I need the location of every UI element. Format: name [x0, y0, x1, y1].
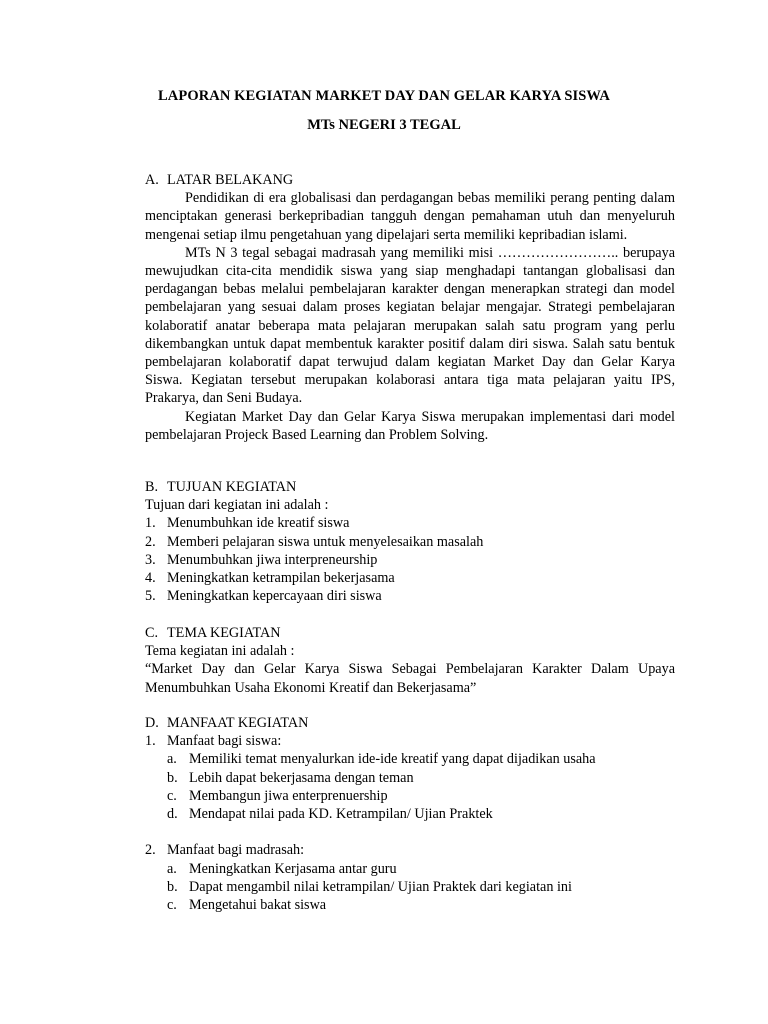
sub-list-letter: d. [167, 806, 178, 823]
sub-list-letter: c. [167, 787, 177, 804]
spacer [145, 823, 675, 841]
section-letter: A. [145, 172, 159, 188]
sub-list-item [145, 805, 675, 823]
sub-list-text: Mengetahui bakat siswa [189, 897, 327, 914]
list-text: Memberi pelajaran siswa untuk menyelesaikan masalah [167, 533, 484, 550]
list-item [145, 551, 675, 569]
section-heading [145, 478, 675, 496]
list-number: 2. [145, 533, 156, 550]
section-title: LATAR BELAKANG [167, 172, 294, 188]
section-manfaat-kegiatan [145, 714, 675, 914]
section-title: TEMA KEGIATAN [167, 625, 281, 641]
sub-list-item [145, 787, 675, 805]
sub-list-letter: c. [167, 897, 177, 914]
sub-list-item [145, 769, 675, 787]
sub-list-text: Dapat mengambil nilai ketrampilan/ Ujian Praktek dari kegiatan ini [189, 878, 572, 895]
section-letter: B. [145, 479, 159, 495]
list-text: Manfaat bagi siswa: [167, 733, 282, 750]
section-tujuan-kegiatan [145, 478, 675, 605]
sub-list-text: Memiliki temat menyalurkan ide-ide kreatif yang dapat dijadikan usaha [189, 751, 596, 768]
benefit-group-siswa [145, 732, 675, 750]
sub-list-text: Membangun jiwa enterprenuership [189, 787, 388, 804]
document-subtitle: MTs NEGERI 3 TEGAL [307, 117, 461, 133]
sub-list-letter: a. [167, 751, 177, 768]
list-number: 4. [145, 570, 156, 587]
list-number: 3. [145, 551, 156, 568]
sub-list-text: Lebih dapat bekerjasama dengan teman [189, 769, 414, 786]
section-tema-kegiatan [145, 624, 675, 697]
section-heading [145, 714, 675, 732]
sub-list-letter: b. [167, 878, 178, 895]
sub-list-text: Mendapat nilai pada KD. Ketrampilan/ Ujian Praktek [189, 806, 493, 823]
sub-list-letter: a. [167, 860, 177, 877]
sub-list-item [145, 750, 675, 768]
section-title: TUJUAN KEGIATAN [167, 479, 297, 495]
list-number: 1. [145, 515, 156, 532]
list-number: 1. [145, 733, 156, 750]
section-heading [145, 171, 675, 189]
section-title: MANFAAT KEGIATAN [167, 715, 309, 731]
list-item [145, 587, 675, 605]
sub-list-item [145, 896, 675, 914]
section-letter: C. [145, 625, 159, 641]
list-item [145, 569, 675, 587]
section-intro: Tema kegiatan ini adalah : [145, 643, 295, 660]
sub-list-letter: b. [167, 769, 178, 786]
paragraph: Kegiatan Market Day dan Gelar Karya Siswa merupakan implementasi dari model pembelajaran Projeck Based Learning dan Problem Solving. [145, 408, 675, 443]
list-text: Manfaat bagi madrasah: [167, 842, 305, 859]
paragraph: MTs N 3 tegal sebagai madrasah yang memiliki misi …………………….. berupaya mewujudkan cita-cita mendidik siswa yang siap menghadapi tantangan globalisasi dan perdagangan bebas melalui pembelajaran karakter dengan menerapkan strategi dan model pembelajaran yang sesuai dalam proses kegiatan belajar mengajar. Strategi pembelajaran kolaboratif anatar beberapa mata pelajaran merupakan salah satu program yang perlu dikembangkan untuk dapat membentuk karakter positif dalam diri siswa. Salah satu bentuk pembelajaran kolaboratif dapat terwujud dalam kegiatan Market Day dan Gelar Karya Siswa. Kegiatan tersebut merupakan kolaborasi antara tiga mata pelajaran yaitu IPS, Prakarya, dan Seni Budaya. [145, 244, 675, 407]
paragraph: Pendidikan di era globalisasi dan perdagangan bebas memiliki perang penting dalam menciptakan generasi berkepribadian tangguh dengan pemahaman utuh dan menyeluruh mengenai setiap ilmu pengetahuan yang dipelajari serta memiliki kepribadian islami. [145, 190, 675, 243]
sub-list-text: Meningkatkan Kerjasama antar guru [189, 860, 397, 877]
list-item [145, 514, 675, 532]
list-text: Menumbuhkan jiwa interpreneurship [167, 551, 378, 568]
document-title: LAPORAN KEGIATAN MARKET DAY DAN GELAR KARYA SISWA [158, 88, 610, 104]
list-item [145, 533, 675, 551]
section-intro: Tujuan dari kegiatan ini adalah : [145, 497, 329, 514]
section-heading [145, 624, 675, 642]
sub-list-item [145, 860, 675, 878]
benefit-group-madrasah [145, 841, 675, 859]
list-text: Meningkatkan ketrampilan bekerjasama [167, 570, 395, 587]
list-number: 2. [145, 842, 156, 859]
section-letter: D. [145, 715, 159, 731]
sub-list-item [145, 878, 675, 896]
list-number: 5. [145, 588, 156, 605]
list-text: Menumbuhkan ide kreatif siswa [167, 515, 350, 532]
section-latar-belakang [145, 171, 675, 444]
list-text: Meningkatkan kepercayaan diri siswa [167, 588, 382, 605]
theme-quote: “Market Day dan Gelar Karya Siswa Sebagai Pembelajaran Karakter Dalam Upaya Menumbuhkan Usaha Ekonomi Kreatif dan Bekerjasama” [145, 661, 675, 696]
